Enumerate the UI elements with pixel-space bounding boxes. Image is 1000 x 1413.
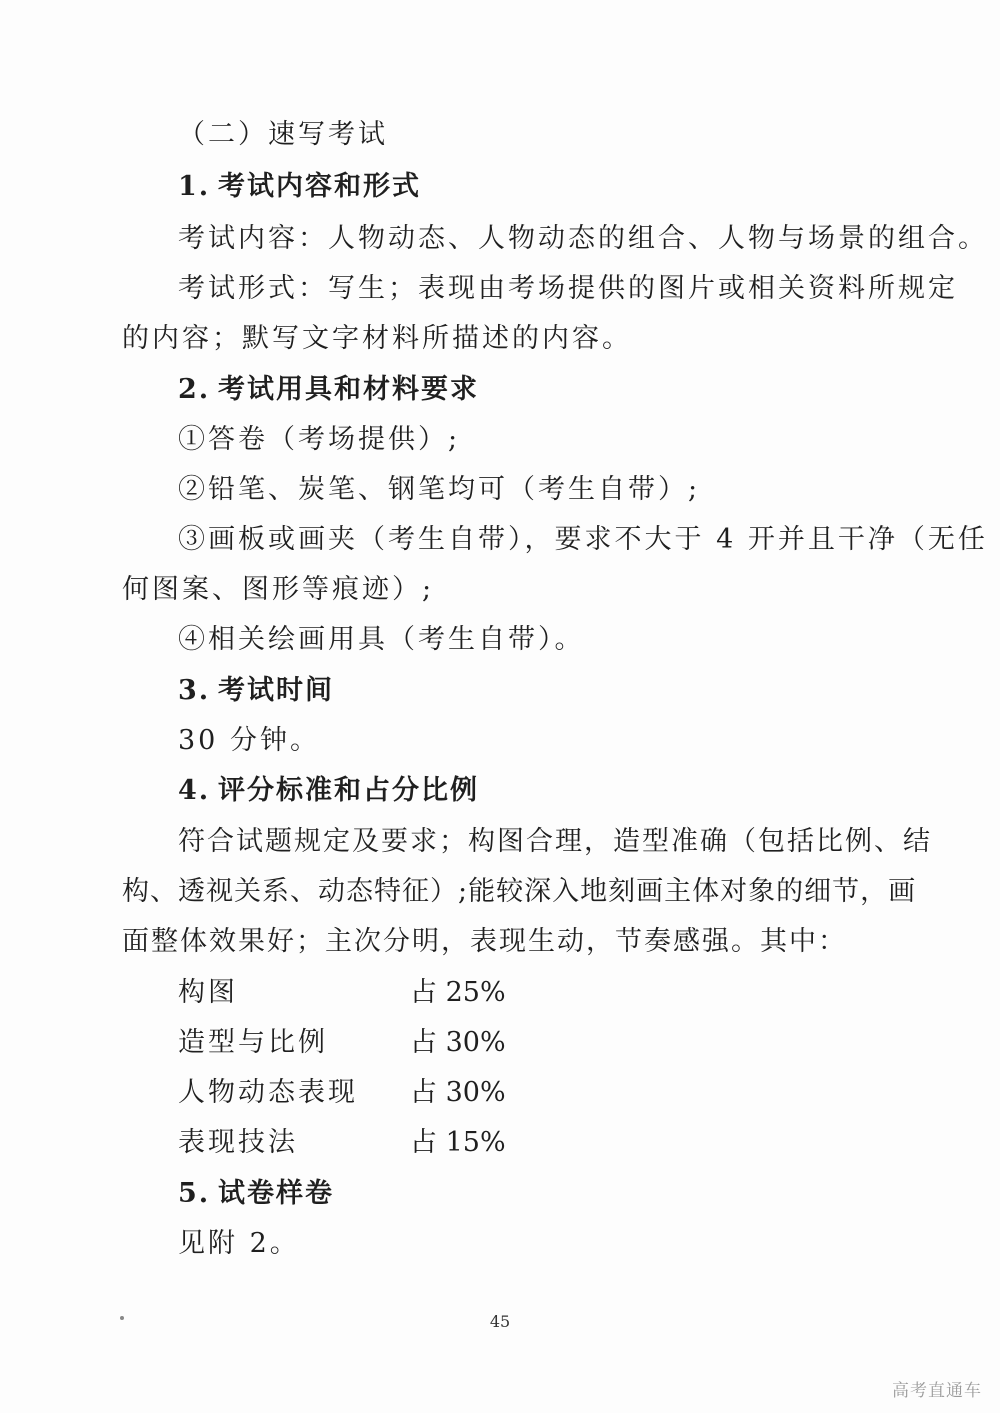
heading-2-number: 2. — [178, 374, 211, 405]
heading-1-number: 1. — [178, 171, 211, 202]
materials-item-3-line-2: 何图案、图形等痕迹）; — [122, 574, 435, 605]
heading-3 — [178, 674, 334, 708]
heading-3-text: 考试时间 — [218, 675, 334, 706]
heading-5-number: 5. — [178, 1178, 211, 1209]
materials-item-4: ④相关绘画用具（考生自带）。 — [178, 624, 585, 655]
sample-reference: 见附 2。 — [178, 1228, 300, 1259]
materials-item-2: ②铅笔、炭笔、钢笔均可（考生自带）; — [178, 474, 701, 505]
page-number: 45 — [489, 1312, 511, 1331]
ratio-value: 占 15% — [410, 1127, 506, 1158]
ratio-value: 占 30% — [410, 1077, 506, 1108]
exam-time: 30 分钟。 — [178, 725, 320, 756]
section-title: （二）速写考试 — [178, 119, 388, 150]
materials-item-1: ①答卷（考场提供）; — [178, 424, 461, 455]
ratio-label: 人物动态表现 — [178, 1077, 358, 1108]
heading-4 — [178, 774, 479, 808]
heading-1-text: 考试内容和形式 — [218, 171, 421, 202]
heading-3-number: 3. — [178, 675, 211, 706]
heading-4-text: 评分标准和占分比例 — [218, 775, 479, 806]
heading-1 — [178, 170, 421, 204]
exam-content-line: 考试内容：人物动态、人物动态的组合、人物与场景的组合。 — [178, 223, 988, 254]
heading-4-number: 4. — [178, 775, 211, 806]
materials-item-3-line-1: ③画板或画夹（考生自带），要求不大于 4 开并且干净（无任 — [178, 524, 988, 555]
ratio-value: 占 30% — [410, 1027, 506, 1058]
heading-5-text: 试卷样卷 — [218, 1178, 334, 1209]
criteria-line-2: 构、透视关系、动态特征）;能较深入地刻画主体对象的细节，画 — [122, 876, 917, 907]
criteria-line-1: 符合试题规定及要求；构图合理，造型准确（包括比例、结 — [178, 826, 932, 857]
criteria-line-3: 面整体效果好；主次分明，表现生动，节奏感强。其中： — [122, 926, 847, 957]
exam-form-line-1: 考试形式：写生；表现由考场提供的图片或相关资料所规定 — [178, 273, 958, 304]
watermark: 高考直通车 — [892, 1381, 982, 1401]
ratio-label: 表现技法 — [178, 1127, 298, 1158]
ratio-value: 占 25% — [410, 977, 506, 1008]
ratio-label: 构图 — [178, 977, 238, 1008]
heading-2-text: 考试用具和材料要求 — [218, 374, 479, 405]
heading-2 — [178, 373, 479, 407]
ratio-label: 造型与比例 — [178, 1027, 328, 1058]
heading-5 — [178, 1177, 334, 1211]
exam-form-line-2: 的内容；默写文字材料所描述的内容。 — [122, 323, 632, 354]
